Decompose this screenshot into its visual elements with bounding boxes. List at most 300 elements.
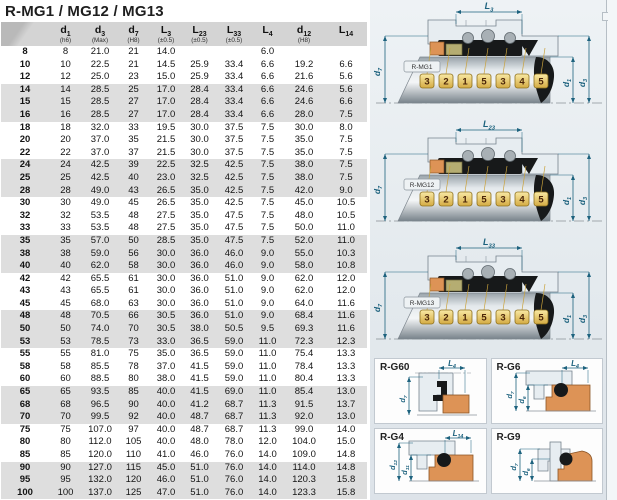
table-cell: 7.5 <box>260 121 275 133</box>
table-cell: 68 <box>1 399 49 412</box>
table-row <box>1 147 367 160</box>
table-cell: 33.4 <box>224 71 244 83</box>
table-cell: 61 <box>128 272 139 284</box>
table-cell: 81.0 <box>90 348 110 360</box>
dim-label-d1: $d_1$ <box>561 78 574 88</box>
callout-number: 5 <box>538 194 544 206</box>
table-row <box>1 71 367 84</box>
table-cell: 69.0 <box>216 386 252 399</box>
callout-number: 1 <box>462 312 468 324</box>
table-cell: 46.0 <box>216 248 252 261</box>
table-cell: 11.0 <box>258 373 277 385</box>
table-row <box>1 462 367 475</box>
table-cell: 14.0 <box>252 462 283 475</box>
table-cell: 36.5 <box>183 336 216 349</box>
table-cell: 21.6 <box>294 71 314 83</box>
table-cell: 65.5 <box>90 285 110 297</box>
table-cell: 48.0 <box>294 209 314 221</box>
table-cell: 40.0 <box>149 411 183 424</box>
table-cell: 51.0 <box>216 310 252 323</box>
table-cell: 51.0 <box>183 487 216 500</box>
table-cell: 9.0 <box>252 260 283 273</box>
table-cell: 51.0 <box>183 474 216 487</box>
table-cell: 80 <box>128 373 139 385</box>
table-row <box>1 399 367 412</box>
table-cell: 78 <box>128 360 139 372</box>
dim-label-L23: $L_{23}$ <box>482 119 496 132</box>
seat-panel-label: R-G4 <box>380 432 404 443</box>
table-cell: 33 <box>60 222 71 234</box>
callout-number: 2 <box>443 194 449 206</box>
table-cell: 30.5 <box>149 323 183 336</box>
table-cell: 6.6 <box>252 109 283 122</box>
table-cell: 78.0 <box>224 436 244 448</box>
table-cell: 43 <box>19 285 31 297</box>
seal-cross-section-R-MG1 <box>370 0 617 118</box>
table-cell: 19.5 <box>156 121 176 133</box>
table-cell: 9.0 <box>260 272 275 284</box>
table-cell: 30.0 <box>156 285 176 297</box>
table-cell: 45.0 <box>149 462 183 475</box>
table-cell: 42.5 <box>82 172 118 185</box>
table-cell: 15 <box>49 96 82 109</box>
table-cell: 60 <box>60 373 71 385</box>
spring <box>463 269 474 280</box>
table-cell: 23 <box>128 71 139 83</box>
table-cell: 32.5 <box>183 172 216 185</box>
table-cell: 8.0 <box>339 121 353 133</box>
table-cell: 32.0 <box>90 121 110 133</box>
table-cell: 27.5 <box>156 222 176 234</box>
table-cell: 17.0 <box>149 84 183 97</box>
table-cell: 6.6 <box>325 96 367 109</box>
dim-label-d6: $d_6$ <box>516 396 528 404</box>
table-cell: 42 <box>60 272 71 284</box>
table-row <box>1 361 367 374</box>
table-cell: 42.5 <box>82 159 118 172</box>
table-cell: 9.0 <box>252 310 283 323</box>
table-cell: 22.5 <box>149 159 183 172</box>
table-cell: 25.0 <box>90 71 110 83</box>
seat-panel-R-G60 <box>374 358 487 424</box>
table-cell: 9.0 <box>252 248 283 261</box>
table-cell: 20 <box>60 134 71 146</box>
callout-number: 4 <box>519 76 525 88</box>
table-cell: 99.5 <box>82 411 118 424</box>
table-cell: 76.0 <box>216 462 252 475</box>
table-cell: 26.5 <box>149 185 183 198</box>
table-cell: 17.0 <box>149 109 183 122</box>
table-cell: 38.0 <box>283 172 325 185</box>
table-cell: 28 <box>49 185 82 198</box>
table-cell: 60 <box>19 373 31 385</box>
table-cell: 30 <box>19 197 31 209</box>
table-cell: 40.0 <box>156 436 176 448</box>
table-cell: 30.0 <box>294 121 314 133</box>
table-cell: 58 <box>118 260 149 273</box>
table-cell: 13.0 <box>325 386 367 399</box>
table-cell: 46.0 <box>216 260 252 273</box>
table-cell: 15 <box>1 96 49 109</box>
dim-label-d7: $d_7$ <box>398 395 409 403</box>
table-cell: 85 <box>60 449 71 460</box>
table-cell: 85 <box>19 449 31 460</box>
table-cell: 22 <box>60 146 71 158</box>
table-cell: 42.5 <box>216 172 252 185</box>
table-cell: 11.0 <box>252 336 283 349</box>
o-ring <box>554 383 568 397</box>
table-cell: 11.6 <box>325 323 367 336</box>
callout-number: 3 <box>500 312 506 324</box>
table-cell: 50.0 <box>294 222 314 234</box>
callout-number: 3 <box>424 76 430 88</box>
seat-panel-R-G4 <box>374 428 487 494</box>
table-cell: 33.0 <box>149 336 183 349</box>
table-row <box>1 84 367 97</box>
table-row <box>1 172 367 185</box>
table-cell: 43 <box>118 185 149 198</box>
table-cell: 91.5 <box>283 399 325 412</box>
table-cell: 112.0 <box>88 436 112 448</box>
table-cell: 25.9 <box>190 71 209 83</box>
table-header-row <box>1 22 367 46</box>
table-cell: 35 <box>128 134 139 146</box>
dim-label-d11: $d_{11}$ <box>400 465 411 475</box>
dim-label-d1: $d_1$ <box>561 196 574 206</box>
table-cell: 30.0 <box>156 297 176 309</box>
table-cell: 95 <box>1 474 49 487</box>
table-cell: 7.5 <box>260 222 275 234</box>
table-cell: 27 <box>118 96 149 109</box>
table-cell: 97 <box>128 423 139 435</box>
table-cell: 7.5 <box>252 185 283 198</box>
table-cell: 28.5 <box>82 96 118 109</box>
spring <box>463 33 474 44</box>
table-cell: 51.0 <box>224 272 244 284</box>
dim-label-d6: $d_6$ <box>520 468 532 476</box>
table-cell: 16 <box>1 109 49 122</box>
table-cell: 107.0 <box>88 423 112 435</box>
table-cell: 35.0 <box>190 197 209 209</box>
table-cell: 70.5 <box>82 310 118 323</box>
callout-number: 2 <box>443 76 449 88</box>
table-cell: 30.0 <box>149 248 183 261</box>
table-cell: 48.0 <box>190 436 209 448</box>
column-header-L3: $L_3$ (±0.5) <box>149 22 183 46</box>
table-cell: 85.4 <box>283 386 325 399</box>
table-cell: 11.3 <box>252 411 283 424</box>
table-cell: 16 <box>49 109 82 122</box>
callout-number: 3 <box>500 76 506 88</box>
table-cell: 11.6 <box>325 310 367 323</box>
table-cell: 73 <box>118 336 149 349</box>
table-cell: 11.0 <box>325 235 367 248</box>
table-cell: 11.0 <box>258 360 277 372</box>
table-cell: 132.0 <box>82 474 118 487</box>
table-row <box>1 487 367 500</box>
table-cell: 47.0 <box>149 487 183 500</box>
table-cell: 48 <box>49 310 82 323</box>
table-cell: 62.0 <box>294 272 314 284</box>
table-cell: 33.4 <box>224 58 244 70</box>
table-cell: 6.6 <box>252 84 283 97</box>
table-cell: 70 <box>1 411 49 424</box>
table-cell: 9.0 <box>325 185 367 198</box>
table-cell: 70 <box>49 411 82 424</box>
table-row <box>1 474 367 487</box>
table-cell: 8 <box>62 46 69 57</box>
table-cell: 15.0 <box>336 436 356 448</box>
table-cell: 15.8 <box>325 474 367 487</box>
table-cell: 53.5 <box>90 222 110 234</box>
table-cell: 45 <box>60 297 71 309</box>
table-cell: 7.5 <box>325 172 367 185</box>
table-row <box>1 336 367 349</box>
table-row <box>1 386 367 399</box>
table-cell: 6.6 <box>260 58 275 70</box>
table-cell: 13.7 <box>325 399 367 412</box>
column-header-d7: $d_7$ (H8) <box>118 22 149 46</box>
seat-panel-label: R-G60 <box>380 362 410 373</box>
table-cell: 100 <box>49 487 82 500</box>
table-cell: 30.0 <box>190 134 209 146</box>
table-cell: 48 <box>128 222 139 234</box>
table-cell: 33.4 <box>216 109 252 122</box>
table-cell: 46.0 <box>149 474 183 487</box>
table-cell: 14.8 <box>325 462 367 475</box>
table-cell: 33 <box>128 121 139 133</box>
table-cell: 51.0 <box>183 462 216 475</box>
table-cell: 55 <box>60 348 71 360</box>
table-cell: 37.5 <box>224 134 244 146</box>
column-header-L23: $L_{23}$ (±0.5) <box>183 22 216 46</box>
table-cell: 6.6 <box>339 58 353 70</box>
table-cell: 39 <box>118 159 149 172</box>
table-row <box>1 59 367 72</box>
table-cell: 38.0 <box>156 373 176 385</box>
callout-number: 1 <box>462 76 468 88</box>
table-cell: 14.0 <box>336 423 356 435</box>
table-cell: 47.5 <box>224 222 244 234</box>
table-cell: 114.0 <box>283 462 325 475</box>
table-cell: 7.5 <box>260 209 275 221</box>
table-cell: 41.2 <box>183 399 216 412</box>
table-cell: 30.0 <box>190 121 209 133</box>
table-cell: 38 <box>49 248 82 261</box>
table-cell: 109.0 <box>292 449 316 460</box>
table-cell: 36.0 <box>183 248 216 261</box>
table-cell: 14.0 <box>258 449 277 460</box>
table-cell: 49.0 <box>90 197 110 209</box>
table-cell: 65 <box>49 386 82 399</box>
dim-label-d7: $d_7$ <box>372 67 385 77</box>
table-cell: 30.0 <box>156 272 176 284</box>
table-cell: 26.5 <box>156 197 176 209</box>
table-cell: 35 <box>1 235 49 248</box>
table-cell: 12.0 <box>258 436 277 448</box>
table-cell: 40 <box>118 172 149 185</box>
drive-collar <box>430 160 444 173</box>
table-cell: 40.0 <box>156 423 176 435</box>
table-cell: 76.0 <box>216 487 252 500</box>
table-cell: 56 <box>118 248 149 261</box>
table-cell: 52.0 <box>283 235 325 248</box>
column-header-d3: $d_3$ (Max) <box>82 22 118 46</box>
table-cell: 42.0 <box>283 185 325 198</box>
drive-collar <box>430 42 444 55</box>
table-cell: 42.5 <box>224 197 244 209</box>
table-cell: 12.3 <box>325 336 367 349</box>
table-cell: 41.5 <box>183 386 216 399</box>
table-cell: 7.5 <box>325 159 367 172</box>
table-cell: 36.0 <box>190 272 209 284</box>
table-cell: 74.0 <box>82 323 118 336</box>
table-cell: 21.5 <box>156 134 176 146</box>
table-cell: 17.0 <box>149 96 183 109</box>
page-title: R-MG1 / MG12 / MG13 <box>5 3 164 20</box>
table-cell: 13.3 <box>336 348 356 360</box>
table-cell: 51.0 <box>224 285 244 297</box>
table-cell: 53 <box>49 336 82 349</box>
table-row <box>1 285 367 298</box>
table-cell: 110 <box>125 449 142 460</box>
table-cell: 37.0 <box>90 146 110 158</box>
table-cell: 35.0 <box>183 185 216 198</box>
seat <box>443 395 469 413</box>
main-diagrams <box>370 0 617 354</box>
table-cell: 36.0 <box>183 310 216 323</box>
table-cell: 37.0 <box>90 134 110 146</box>
table-cell: 11.3 <box>252 399 283 412</box>
table-cell: 14 <box>1 84 49 97</box>
table-cell: 35 <box>49 235 82 248</box>
dim-label-d7: $d_7$ <box>504 391 516 399</box>
table-row <box>1 159 367 172</box>
table-cell: 27 <box>118 109 149 122</box>
table-cell: 11.6 <box>337 297 355 309</box>
table-cell: 19.2 <box>294 58 314 70</box>
table-row <box>1 122 367 135</box>
table-cell: 40.0 <box>149 386 183 399</box>
spring <box>482 266 495 279</box>
table-row <box>1 109 367 122</box>
table-cell: 55.0 <box>283 248 325 261</box>
dim-label-L3: $L_3$ <box>484 1 494 14</box>
table-cell: 127.0 <box>82 462 118 475</box>
table-cell: 30.5 <box>149 310 183 323</box>
table-cell: 80.4 <box>294 373 314 385</box>
table-cell: 47.5 <box>224 209 244 221</box>
table-cell: 12 <box>60 71 71 83</box>
table-cell: 7.5 <box>252 159 283 172</box>
table-row <box>1 449 367 462</box>
table-cell: 28.4 <box>183 96 216 109</box>
table-cell: 125 <box>118 487 149 500</box>
table-cell: 68.7 <box>224 423 244 435</box>
table-cell: 27.5 <box>156 209 176 221</box>
table-cell <box>325 46 367 59</box>
table-cell: 46.0 <box>190 449 209 460</box>
dim-label-d7: $d_7$ <box>372 185 385 195</box>
table-cell: 37.5 <box>224 121 244 133</box>
table-cell: 6.6 <box>252 96 283 109</box>
table-cell: 24 <box>1 159 49 172</box>
table-cell: 7.5 <box>339 146 353 158</box>
table-cell: 13.0 <box>325 411 367 424</box>
column-header-L14: $L_{14}$ <box>325 22 367 46</box>
dim-label-d3: $d_3$ <box>577 78 590 88</box>
table-cell: 92 <box>118 411 149 424</box>
table-cell: 10.5 <box>336 209 356 221</box>
table-cell: 38 <box>1 248 49 261</box>
table-cell: 55 <box>19 348 31 360</box>
table-cell: 68.4 <box>283 310 325 323</box>
seat-panel-R-G9 <box>491 428 604 494</box>
table-cell <box>216 46 252 59</box>
table-cell: 11.3 <box>258 423 277 435</box>
table-cell: 6.6 <box>260 71 275 83</box>
table-cell: 30.0 <box>190 146 209 158</box>
table-cell: 14 <box>49 84 82 97</box>
table-cell: 41.0 <box>156 449 176 460</box>
table-cell: 9.0 <box>260 285 275 297</box>
dim-label-L33: $L_{33}$ <box>482 237 496 250</box>
table-cell: 96.5 <box>82 399 118 412</box>
table-cell: 88.5 <box>90 373 110 385</box>
table-cell: 42.5 <box>216 159 252 172</box>
table-cell: 10.3 <box>325 248 367 261</box>
table-cell: 7.5 <box>339 134 353 146</box>
table-cell: 35.0 <box>183 235 216 248</box>
table-cell: 48 <box>128 209 139 221</box>
table-cell: 50.5 <box>216 323 252 336</box>
table-cell: 21.5 <box>156 146 176 158</box>
table-cell: 14.0 <box>252 487 283 500</box>
spring <box>482 148 495 161</box>
table-row <box>1 210 367 223</box>
table-cell: 48.7 <box>183 411 216 424</box>
table-cell: 33 <box>19 222 31 234</box>
table-cell: 6.0 <box>260 46 275 57</box>
table-cell: 35.0 <box>190 209 209 221</box>
table-cell: 78.5 <box>82 336 118 349</box>
model-tag-label: R-MG12 <box>409 182 435 189</box>
table-row <box>1 235 367 248</box>
column-header-d12: $d_{12}$ (H8) <box>283 22 325 46</box>
table-cell: 95 <box>49 474 82 487</box>
table-cell: 59.0 <box>224 360 244 372</box>
callout-number: 5 <box>481 312 487 324</box>
table-cell: 36.0 <box>190 297 209 309</box>
table-cell: 38.0 <box>283 159 325 172</box>
table-row <box>1 134 367 147</box>
dim-label-L14: $L_{14}$ <box>452 429 464 440</box>
table-cell: 7.5 <box>260 146 275 158</box>
diagram-section <box>370 0 617 500</box>
table-cell: 105 <box>125 436 142 448</box>
callout-number: 5 <box>538 312 544 324</box>
table-cell: 7.5 <box>252 172 283 185</box>
table-cell: 100 <box>1 487 49 500</box>
table-cell: 28.5 <box>149 235 183 248</box>
table-cell: 75 <box>60 423 71 435</box>
table-cell: 49.0 <box>82 185 118 198</box>
spring <box>505 269 516 280</box>
table-row <box>1 260 367 273</box>
table-cell: 59.0 <box>216 336 252 349</box>
table-cell: 76.0 <box>224 449 244 460</box>
table-cell: 68.7 <box>216 411 252 424</box>
